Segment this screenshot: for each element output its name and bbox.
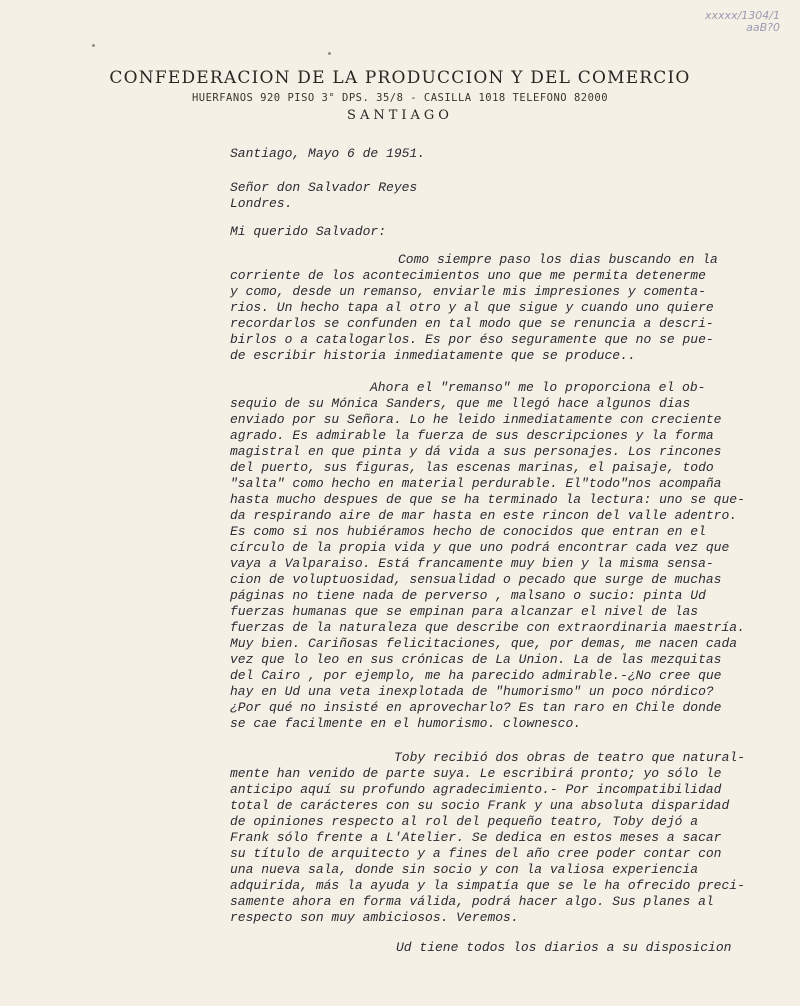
paragraph-line: se cae facilmente en el humorismo. clownesco. — [230, 716, 582, 731]
paragraph-line: enviado por su Señora. Lo he leido inmediatamente con creciente — [230, 412, 722, 427]
paragraph-line: Toby recibió dos obras de teatro que natural- — [394, 750, 746, 765]
letter-paragraphs — [230, 252, 790, 956]
paragraph-line: Frank sólo frente a L'Atelier. Se dedica en estos meses a sacar — [230, 830, 722, 845]
paragraph-line: una nueva sala, donde sin socio y con la valiosa experiencia — [230, 862, 699, 877]
archive-annotation — [705, 10, 780, 34]
paragraph-line: anticipo aquí su profundo agradecimiento.- Por incompatibilidad — [230, 782, 722, 797]
paragraph-line: rios. Un hecho tapa al otro y al que sigue y cuando uno quiere — [230, 300, 714, 315]
paragraph-line: hasta mucho despues de que se ha terminado la lectura: uno se que- — [230, 492, 745, 507]
paragraph-line: vaya a Valparaiso. Está francamente muy bien y la misma sensa- — [230, 556, 714, 571]
paragraph-line: su título de arquitecto y a fines del año cree poder contar con — [230, 846, 722, 861]
paragraph-line: mente han venido de parte suya. Le escribirá pronto; yo sólo le — [230, 766, 722, 781]
paragraph-line: agrado. Es admirable la fuerza de sus descripciones y la forma — [230, 428, 714, 443]
paragraph-line: "salta" como hecho en material perdurable. El"todo"nos acompaña — [230, 476, 722, 491]
letter-paragraph — [230, 750, 790, 926]
paragraph-line: adquirida, más la ayuda y la simpatía que se le ha ofrecido preci- — [230, 878, 745, 893]
paragraph-line: Muy bien. Cariñosas felicitaciones, que, por demas, me nacen cada — [230, 636, 738, 651]
paragraph-line: cion de voluptuosidad, sensualidad o pecado que surge de muchas — [230, 572, 722, 587]
paragraph-line: páginas no tiene nada de perverso , malsano o sucio: pinta Ud — [230, 588, 706, 603]
paragraph-line: vez que lo leo en sus crónicas de La Union. La de las mezquitas — [230, 652, 722, 667]
letter-paragraph — [230, 252, 790, 364]
letter-paragraph — [230, 380, 790, 732]
paper-speck — [328, 52, 331, 55]
recipient-name: Señor don Salvador Reyes — [230, 180, 418, 195]
paragraph-line: Ud tiene todos los diarios a su disposicion — [396, 940, 732, 955]
paragraph-line: recordarlos se confunden en tal modo que se renuncia a descri- — [230, 316, 714, 331]
paragraph-line: y como, desde un remanso, enviarle mis impresiones y comenta- — [230, 284, 706, 299]
recipient-city: Londres. — [230, 196, 293, 211]
annotation-line-1: xxxxx/1304/1 — [705, 9, 780, 22]
paragraph-line: de opiniones respecto al rol del pequeño teatro, Toby dejó a — [230, 814, 699, 829]
paragraph-line: de escribir historia inmediatamente que se produce.. — [230, 348, 636, 363]
paragraph-line: ¿Por qué no insisté en aprovecharlo? Es tan raro en Chile donde — [230, 700, 722, 715]
paragraph-line: del puerto, sus figuras, las escenas marinas, el paisaje, todo — [230, 460, 714, 475]
paragraph-line: samente ahora en forma válida, podrá hacer algo. Sus planes al — [230, 894, 714, 909]
letter-body — [230, 146, 790, 956]
salutation: Mi querido Salvador: — [230, 224, 387, 239]
paragraph-line: respecto son muy ambiciosos. Veremos. — [230, 910, 519, 925]
paragraph-line: círculo de la propia vida y que uno podrá encontrar cada vez que — [230, 540, 730, 555]
paragraph-line: fuerzas de la naturaleza que describe con extraordinaria maestría. — [230, 620, 745, 635]
paragraph-line: Como siempre paso los dias buscando en la — [398, 252, 718, 267]
paragraph-line: hay en Ud una veta inexplotada de "humorismo" un poco nórdico? — [230, 684, 714, 699]
letter-date: Santiago, Mayo 6 de 1951. — [230, 146, 426, 161]
paragraph-line: Es como si nos hubiéramos hecho de conocidos que entran en el — [230, 524, 706, 539]
letterhead-name: CONFEDERACION DE LA PRODUCCION Y DEL COMERCIO — [109, 68, 691, 88]
paper-speck — [92, 44, 95, 47]
letterhead-address: HUERFANOS 920 PISO 3° DPS. 35/8 - CASILLA 1018 TELEFONO 82000 — [191, 92, 609, 104]
paragraph-line: da respirando aire de mar hasta en este rincon del valle adentro. — [230, 508, 738, 523]
paragraph-line: magistral en que pinta y dá vida a sus personajes. Los rincones — [230, 444, 722, 459]
annotation-line-2: aaB?0 — [746, 21, 780, 34]
paragraph-line: del Cairo , por ejemplo, me ha parecido admirable.-¿No cree que — [230, 668, 722, 683]
paragraph-line: corriente de los acontecimientos uno que me permita detenerme — [230, 268, 706, 283]
paragraph-line: birlos o a catalogarlos. Es por éso seguramente que no se pue- — [230, 332, 714, 347]
paragraph-line: sequio de su Mónica Sanders, que me llegó hace algunos dias — [230, 396, 691, 411]
paragraph-line: Ahora el "remanso" me lo proporciona el ob- — [370, 380, 706, 395]
letter-paragraph — [230, 940, 790, 956]
letterhead-city: SANTIAGO — [347, 108, 453, 123]
paragraph-line: fuerzas humanas que se empinan para alcanzar el nivel de las — [230, 604, 699, 619]
paragraph-line: total de carácteres con su socio Frank y una absoluta disparidad — [230, 798, 730, 813]
